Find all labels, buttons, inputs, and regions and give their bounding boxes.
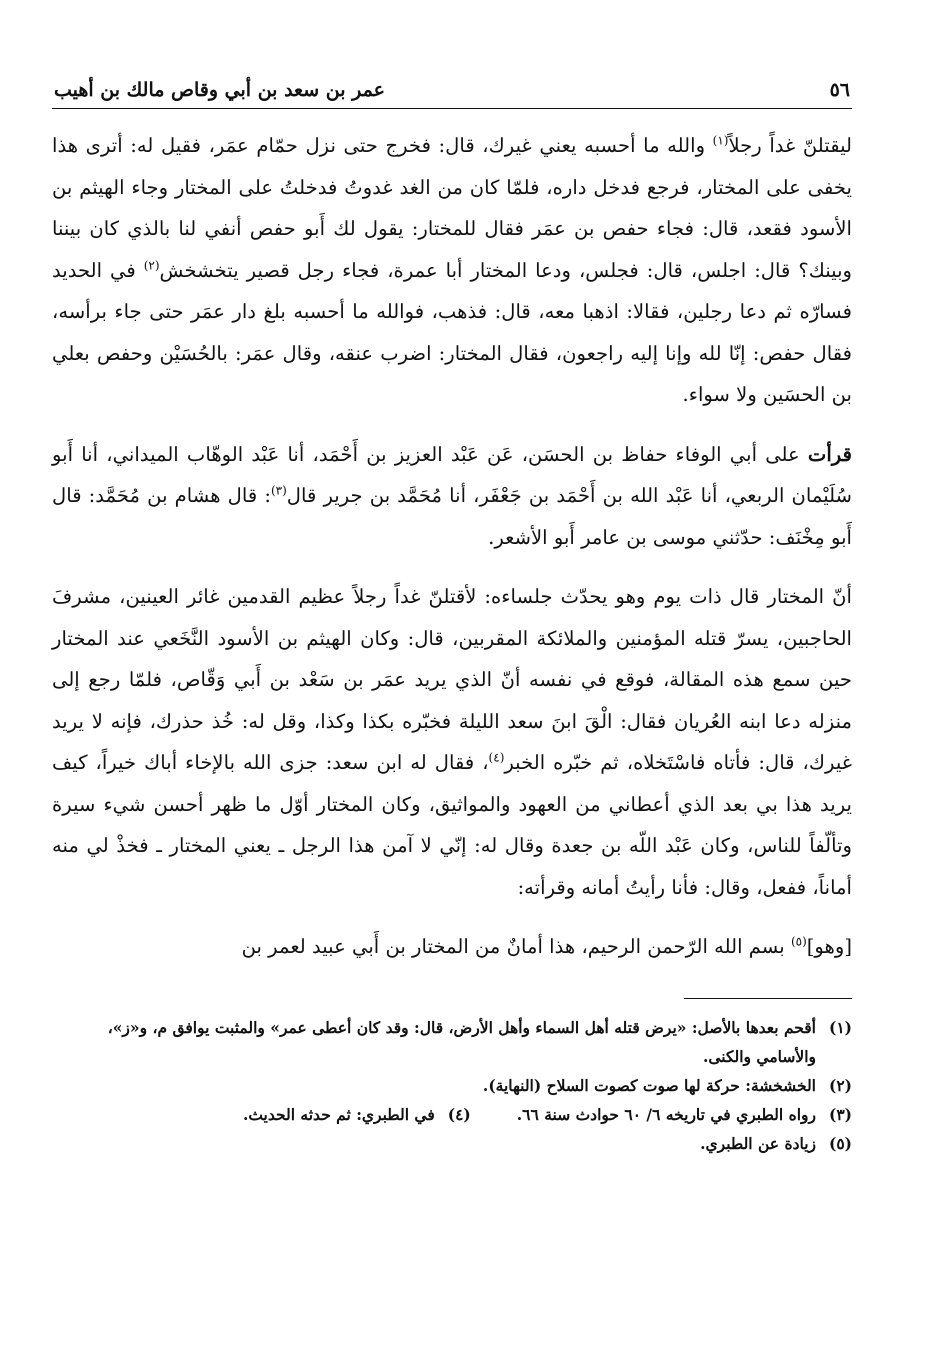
footnote-ref-1: (١) — [712, 133, 729, 148]
footnotes — [52, 1013, 852, 1158]
footnote-text: زيادة عن الطبري. — [700, 1133, 816, 1153]
footnote-4 — [243, 1100, 471, 1129]
paragraph-1 — [52, 125, 852, 416]
footnote-text: رواه الطبري في تاريخه ٦/ ٦٠ حوادث سنة ٦٦. — [516, 1104, 816, 1124]
footnote-divider — [684, 998, 852, 999]
footnote-text: أقحم بعدها بالأصل: «يرض قتله أهل السماء وأهل الأرض، قال: وقد كان أعطى عمر» والمثبت يوافق م، و«ز»، والأسامي والكنى. — [107, 1017, 816, 1066]
paragraph-4 — [52, 926, 852, 968]
paragraph-2 — [52, 434, 852, 559]
paragraph-3-text: أنّ المختار قال ذات يوم وهو يحدّث جلساءه: لأقتلنّ غداً رجلاً عظيم القدمين غائر العينين، مشرفَ الحاجبين، يسرّ قتله المؤمنين والملائكة المقربين، قال: وكان الهيثم بن الأسود النَّخَعي عند المختار حين سمع هذه المقالة، فوقع في نفسه أنّ الذي يريد عمَر بن سَعْد بن أَبي وَقّاص، فلمّا رجع إلى منزله دعا ابنه العُريان فقال: الْقَ ابنَ سعد الليلة فخبّره بكذا وكذا، وقل له: خُذ حذرك، فإنه لا يريد غيرك، قال: فأتاه فاسْتَخلاه، ثم خبّره الخبر — [52, 585, 852, 774]
running-header — [52, 72, 852, 109]
book-page — [52, 72, 852, 1158]
paragraph-2-text: على أبي الوفاء حفاظ بن الحسَن، عَن عَبْد العزيز بن أَحْمَد، أنا عَبْد الوهّاب الميداني، أنا أَبو سُلَيْمان الربعي، أنا عَبْد الله بن أَحْمَد بن جَعْفَر، أنا مُحَمَّد بن جرير قال — [52, 442, 853, 507]
footnote-5 — [52, 1129, 852, 1158]
paragraph-4-text-continued: بسم الله الرّحمن الرحيم، هذا أمانٌ من المختار بن أَبي عبيد لعمر بن — [241, 935, 791, 958]
page-number: ٥٦ — [829, 79, 850, 101]
paragraph-2-text-continued: : قال هشام بن مُحَمَّد: قال أَبو مِخْنَف: حدّثني موسى بن عامر أَبو الأشعر. — [52, 484, 852, 549]
paragraph-2-lead: قرأت — [807, 442, 852, 466]
paragraph-3 — [52, 576, 852, 908]
paragraph-3-text-continued: ، فقال له ابن سعد: جزى الله بالإخاء أباك خيراً، كيف يريد هذا بي بعد الذي أعطاني من العهود والمواثيق، وكان المختار أوّل ما ظهر أحسن شيء سيرة وتألّفاً للناس، وكان عَبْد اللّه بن جعدة وقال له: إنّي لا آمن هذا الرجل ـ يعني المختار ـ فخذْ لي منه أماناً، ففعل، وقال: فأنا رأيتُ أمانه وقرأته: — [52, 751, 852, 899]
footnote-3 — [517, 1100, 852, 1129]
footnote-number: (٤) — [447, 1104, 471, 1124]
paragraph-1-text-continued: في الحديد فسارّه ثم دعا رجلين، فقالا: اذهبا معه، قال: فذهب، فوالله ما أحسبه بلغ دار عمَر حتى جاء برأسه، فقال حفص: إنّا لله وإنا إليه راجعون، فقال المختار: اضرب عنقه، وقال عمَر: بالحُسَيْن وحفص بعلي بن الحسَين ولا سواء. — [52, 258, 852, 406]
paragraph-1-text: والله ما أحسبه يعني غيرك، قال: فخرج حتى نزل حمّام عمَر، فقيل له: أترى هذا يخفى على المختار، فرجع فدخل داره، فلمّا كان من الغد غدوتُ فدخلتُ على المختار وجاء الهيثم بن الأسود فقعد، قال: فجاء حفص بن عمَر فقال للمختار: يقول لك أَبو حفص أنفي لنا بالذي كان بيننا وبينك؟ قال: اجلس، قال: فجلس، ودعا المختار أبا عمرة، فجاء رجل قصير يتخشخش — [52, 134, 852, 282]
footnote-ref-2: (٢) — [143, 257, 160, 272]
footnote-number: (٣) — [828, 1104, 852, 1124]
footnote-number: (٢) — [828, 1075, 852, 1095]
footnote-1 — [52, 1013, 852, 1071]
footnote-number: (٥) — [828, 1133, 852, 1153]
main-text — [52, 125, 852, 968]
footnote-text: في الطبري: ثم حدثه الحديث. — [242, 1104, 435, 1124]
footnote-text: الخشخشة: حركة لها صوت كصوت السلاح (النهاية). — [482, 1075, 816, 1095]
footnote-2 — [52, 1071, 852, 1100]
footnote-ref-4: (٤) — [488, 750, 505, 765]
paragraph-4-text: [وهو] — [806, 935, 852, 958]
footnote-ref-3: (٣) — [270, 483, 287, 498]
running-title: عمر بن سعد بن أبي وقاص مالك بن أهيب — [54, 79, 385, 101]
paragraph-1-lead: ليقتلنّ غداً رجلاً — [728, 134, 852, 157]
footnote-ref-5: (٥) — [790, 934, 807, 949]
footnote-number: (١) — [828, 1017, 852, 1037]
footnote-pair — [52, 1100, 852, 1129]
